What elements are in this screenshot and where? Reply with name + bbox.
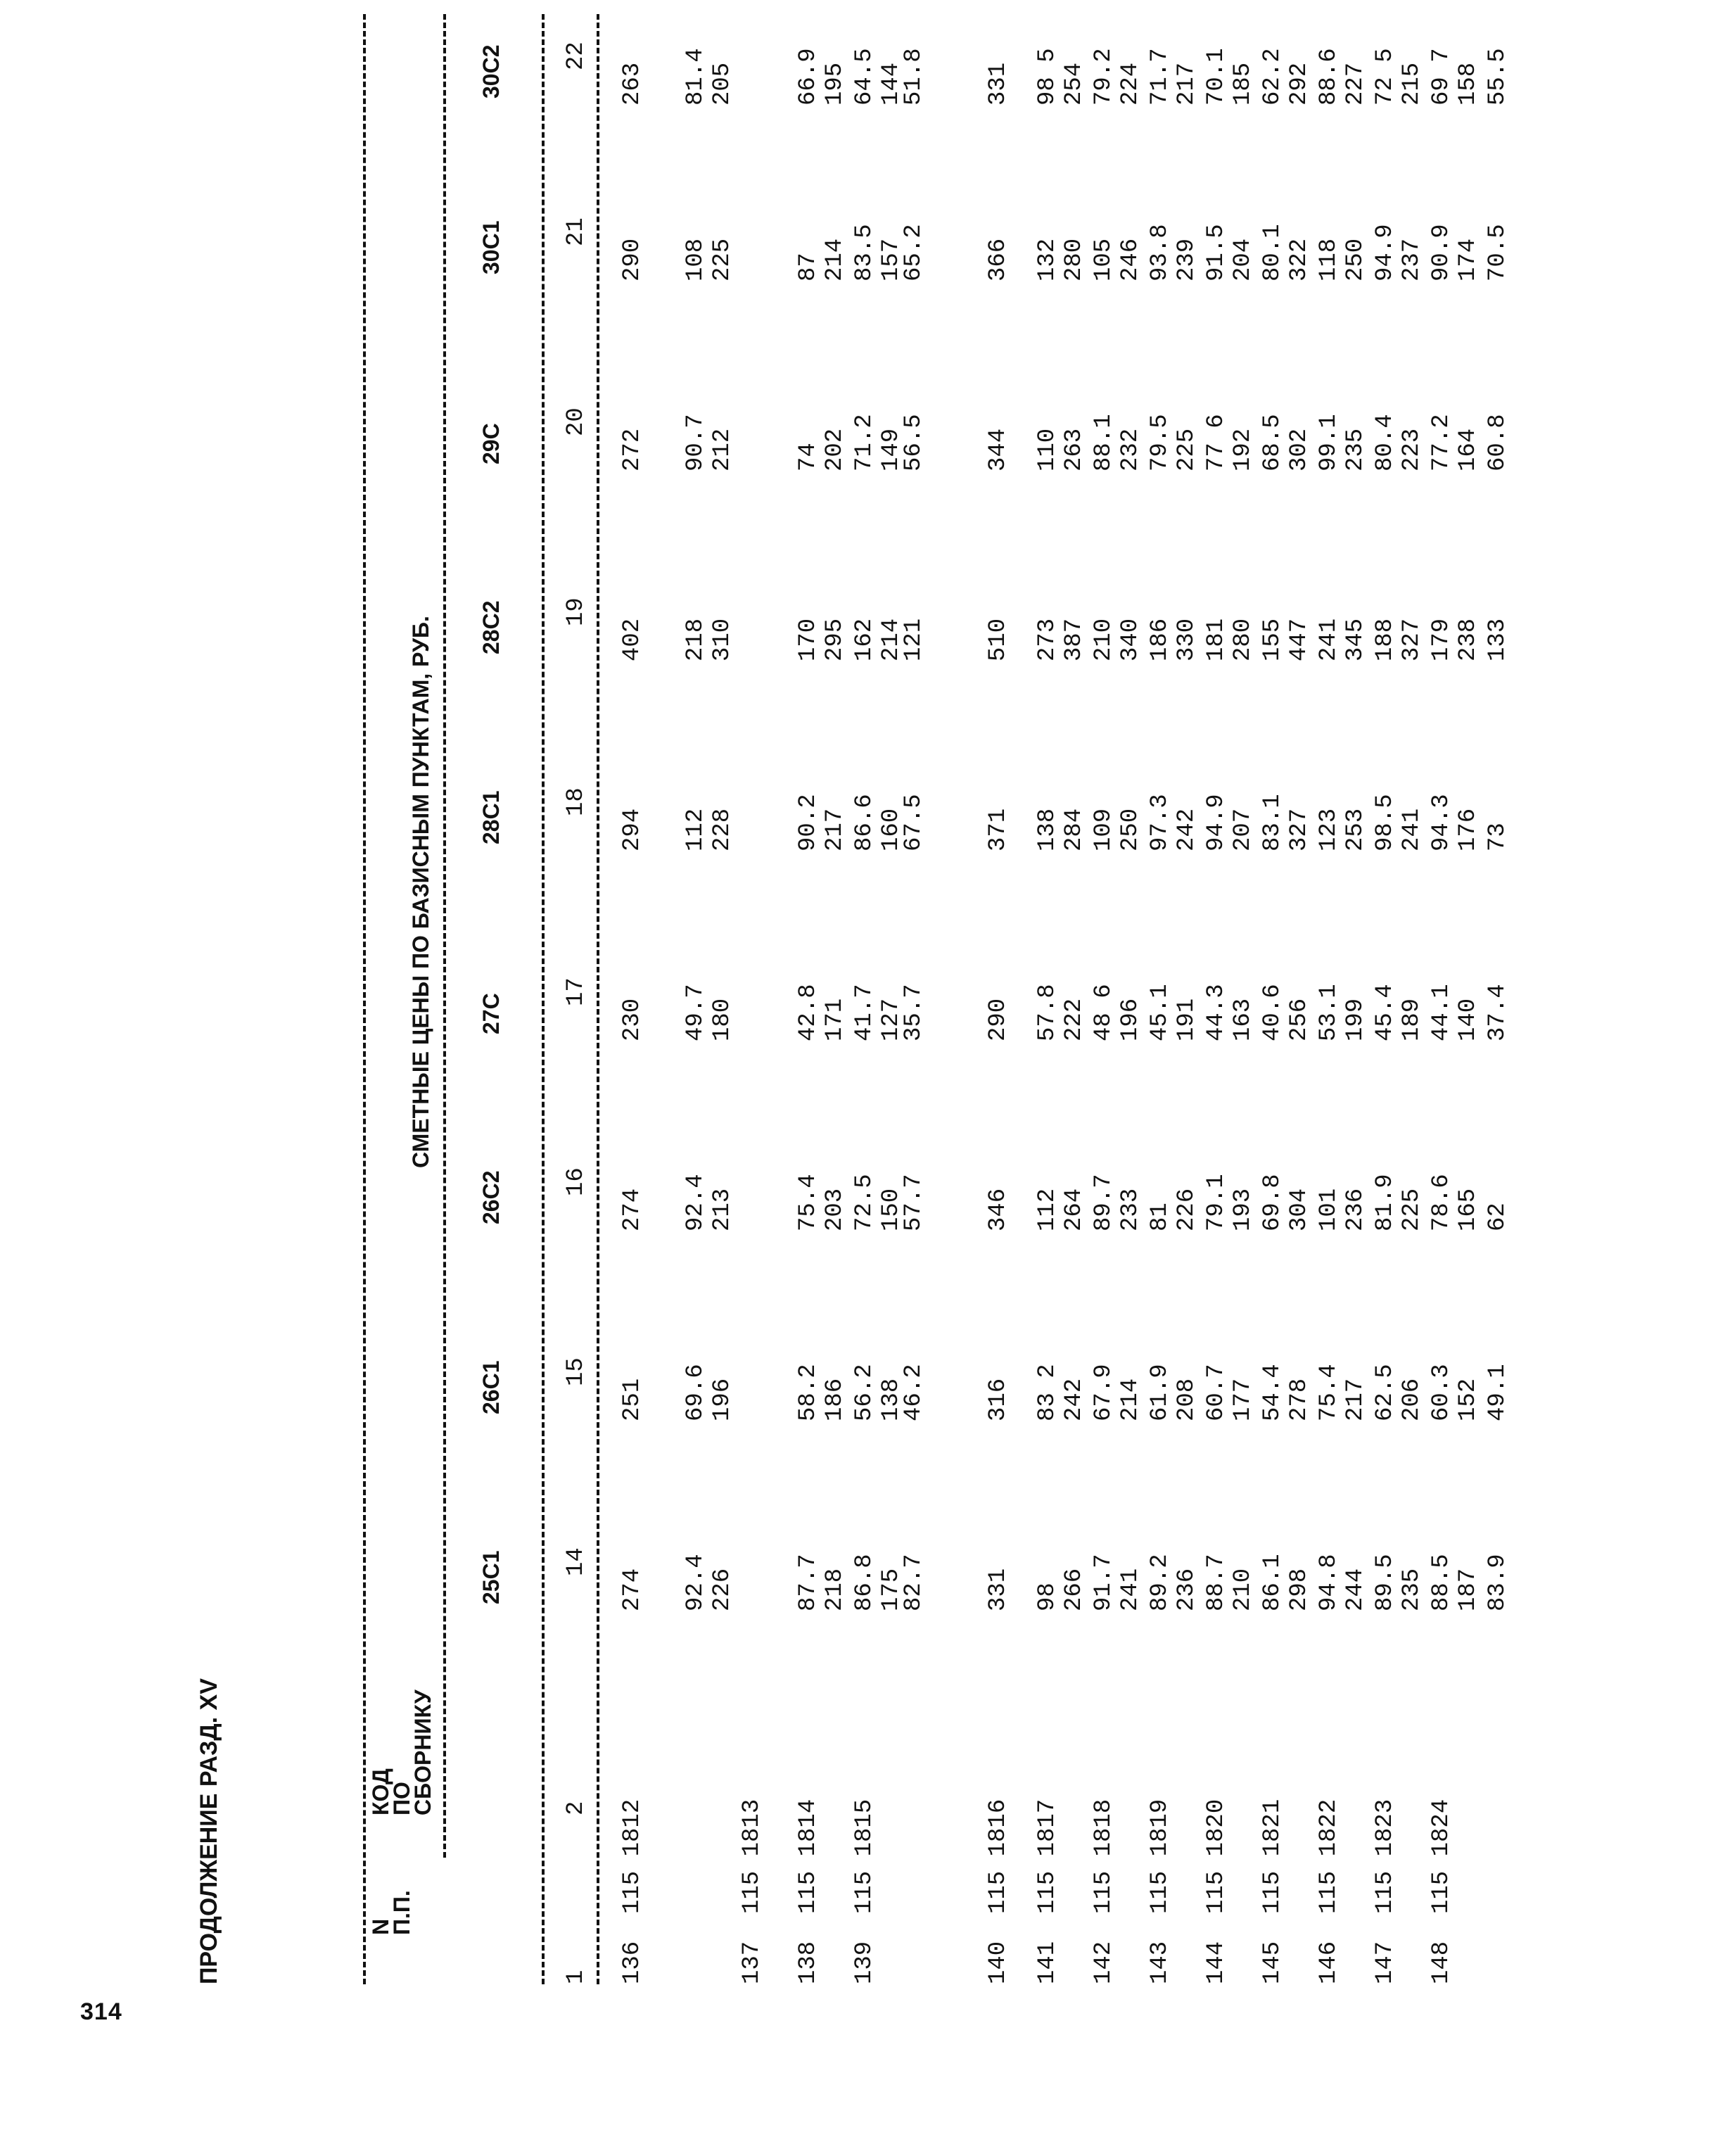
table-cell: 402 (619, 618, 646, 661)
table-cell: 72.5 150 (851, 1174, 905, 1231)
table-cell: 118 250 (1316, 238, 1369, 281)
header-number: 21 (563, 217, 590, 246)
title-rule (443, 14, 446, 1858)
number-rule (597, 14, 599, 1984)
table-cell: 123 253 (1316, 808, 1369, 851)
row-number: 138 (795, 1941, 822, 1984)
table-cell: 78.6 165 (1428, 1174, 1482, 1231)
table-cell: 81 226 (1147, 1188, 1200, 1231)
row-code: 115 1824 (1428, 1799, 1455, 1914)
table-cell: 274 (619, 1188, 646, 1231)
header-code: КОД ПО СБОРНИКУ (368, 1689, 435, 1815)
table-cell: 80.4 223 (1372, 414, 1425, 471)
table-cell: 83.1 327 (1259, 794, 1313, 851)
table-cell: 62.5 206 (1372, 1364, 1425, 1421)
table-cell: 65.2 (901, 224, 927, 281)
row-code: 115 1821 (1259, 1799, 1286, 1914)
table-cell: 68.5 302 (1259, 414, 1313, 471)
header-number: 1 (563, 1970, 590, 1984)
table-cell: 82.7 (901, 1554, 927, 1611)
table-cell: 60.8 (1484, 414, 1511, 471)
table-cell: 92.4 226 (682, 1554, 736, 1611)
row-code: 115 1818 (1090, 1799, 1117, 1914)
header-number: 2 (563, 1801, 590, 1815)
table-cell: 251 (619, 1378, 646, 1421)
table-cell: 49.1 (1484, 1364, 1511, 1421)
table-cell: 40.6 256 (1259, 984, 1313, 1041)
table-cell: 81.9 225 (1372, 1174, 1425, 1231)
table-cell: 94.9 207 (1203, 794, 1257, 851)
table-cell: 83.5 157 (851, 224, 905, 281)
row-number: 143 (1147, 1941, 1173, 1984)
row-number: 142 (1090, 1941, 1117, 1984)
header-number: 16 (563, 1167, 590, 1196)
header-col-29с: 29С (478, 423, 504, 464)
table-cell: 94.8 244 (1316, 1554, 1369, 1611)
table-cell: 41.7 127 (851, 984, 905, 1041)
table-cell: 54.4 278 (1259, 1364, 1313, 1421)
table-cell: 371 (985, 808, 1012, 851)
table-cell: 94.3 176 (1428, 794, 1482, 851)
header-number: 14 (563, 1547, 590, 1576)
table-cell: 186 330 (1147, 618, 1200, 661)
table-cell: 331 (985, 1568, 1012, 1611)
table-cell: 89.2 236 (1147, 1554, 1200, 1611)
row-number: 148 (1428, 1941, 1455, 1984)
table-cell: 274 (619, 1568, 646, 1611)
table-cell: 48 6 196 (1090, 984, 1144, 1041)
table-cell: 79.1 193 (1203, 1174, 1257, 1231)
table-cell: 56.5 (901, 414, 927, 471)
row-code: 115 1817 (1034, 1799, 1061, 1914)
table-cell: 69.8 304 (1259, 1174, 1313, 1231)
table-cell: 331 (985, 62, 1012, 106)
table-cell: 87 214 (795, 238, 848, 281)
row-number: 136 (619, 1941, 646, 1984)
table-cell: 77 6 192 (1203, 414, 1257, 471)
table-cell: 57.7 (901, 1174, 927, 1231)
header-col-27с: 27С (478, 993, 504, 1034)
row-number: 140 (985, 1941, 1012, 1984)
table-cell: 86.6 160 (851, 794, 905, 851)
table-cell: 94.9 237 (1372, 224, 1425, 281)
table-cell: 89.5 235 (1372, 1554, 1425, 1611)
table-cell: 88.1 232 (1090, 414, 1144, 471)
row-code: 115 1814 (795, 1799, 822, 1914)
table-cell: 109 250 (1090, 808, 1144, 851)
header-col-30с2: 30С2 (478, 44, 504, 99)
header-n: N П.П. (368, 1890, 414, 1935)
row-code: 115 1819 (1147, 1799, 1173, 1914)
table-cell: 316 (985, 1378, 1012, 1421)
table-cell: 87.7 218 (795, 1554, 848, 1611)
table-cell: 86.1 298 (1259, 1554, 1313, 1611)
table-cell: 80.1 322 (1259, 224, 1313, 281)
table-cell: 91.5 204 (1203, 224, 1257, 281)
table-cell: 366 (985, 238, 1012, 281)
rotated-table (141, 0, 1618, 1998)
table-cell: 108 225 (682, 238, 736, 281)
table-cell: 70.5 (1484, 224, 1511, 281)
header-col-26с2: 26С2 (478, 1170, 504, 1224)
table-cell: 170 295 (795, 618, 848, 661)
table-cell: 61.9 208 (1147, 1364, 1200, 1421)
table-cell: 62.2 292 (1259, 48, 1313, 106)
row-code: 115 1812 (619, 1799, 646, 1914)
table-cell: 74 202 (795, 428, 848, 471)
table-cell: 510 (985, 618, 1012, 661)
row-code: 115 1822 (1316, 1799, 1342, 1914)
table-cell: 60.7 177 (1203, 1364, 1257, 1421)
table-cell: 132 280 (1034, 238, 1088, 281)
table-cell: 53.1 199 (1316, 984, 1369, 1041)
table-cell: 112 264 (1034, 1188, 1088, 1231)
table-cell: 67.5 (901, 794, 927, 851)
table-cell: 79.5 225 (1147, 414, 1200, 471)
table-cell: 88.7 210 (1203, 1554, 1257, 1611)
table-cell: 56.2 138 (851, 1364, 905, 1421)
table-cell: 294 (619, 808, 646, 851)
table-cell: 44.3 163 (1203, 984, 1257, 1041)
header-number: 22 (563, 42, 590, 70)
table-cell: 71.7 217 (1147, 48, 1200, 106)
header-rule (542, 14, 545, 1984)
table-cell: 46.2 (901, 1364, 927, 1421)
row-code: 115 1813 (739, 1799, 765, 1914)
table-cell: 69.6 196 (682, 1364, 736, 1421)
row-number: 147 (1372, 1941, 1399, 1984)
header-col-28с1: 28С1 (478, 790, 504, 844)
table-cell: 90.2 217 (795, 794, 848, 851)
row-code: 115 1816 (985, 1799, 1012, 1914)
table-cell: 344 (985, 428, 1012, 471)
table-cell: 45.4 189 (1372, 984, 1425, 1041)
header-col-25с1: 25С1 (478, 1550, 504, 1604)
table-cell: 57.8 222 (1034, 984, 1088, 1041)
table-cell: 89.7 233 (1090, 1174, 1144, 1231)
table-cell: 121 (901, 618, 927, 661)
table-cell: 62 (1484, 1203, 1511, 1231)
table-cell: 101 236 (1316, 1188, 1369, 1231)
table-cell: 98 5 254 (1034, 48, 1088, 106)
table-cell: 90.7 212 (682, 414, 736, 471)
table-cell: 83 2 242 (1034, 1364, 1088, 1421)
table-cell: 42.8 171 (795, 984, 848, 1041)
header-col-26с1: 26С1 (478, 1360, 504, 1414)
table-cell: 49.7 180 (682, 984, 736, 1041)
table-cell: 98.5 241 (1372, 794, 1425, 851)
continuation-note: ПРОДОЛЖЕНИЕ РАЗД. XV (196, 1678, 222, 1984)
table-cell: 73 (1484, 823, 1511, 851)
header-number: 15 (563, 1357, 590, 1386)
table-cell: 44.1 140 (1428, 984, 1482, 1041)
table-cell: 60.3 152 (1428, 1364, 1482, 1421)
table-cell: 162 214 (851, 618, 905, 661)
row-number: 139 (851, 1941, 878, 1984)
header-number: 20 (563, 407, 590, 436)
table-cell: 79.2 224 (1090, 48, 1144, 106)
table-cell: 99.1 235 (1316, 414, 1369, 471)
row-number: 137 (739, 1941, 765, 1984)
row-number: 141 (1034, 1941, 1061, 1984)
table-cell: 91.7 241 (1090, 1554, 1144, 1611)
table-cell: 133 (1484, 618, 1511, 661)
header-col-30с1: 30С1 (478, 220, 504, 274)
top-rule (363, 14, 366, 1984)
table-cell: 67.9 214 (1090, 1364, 1144, 1421)
header-number: 18 (563, 787, 590, 816)
header-number: 19 (563, 597, 590, 626)
table-cell: 70.1 185 (1203, 48, 1257, 106)
header-number: 17 (563, 977, 590, 1006)
table-cell: 272 (619, 428, 646, 471)
table-cell: 241 345 (1316, 618, 1369, 661)
table-cell: 88.5 187 (1428, 1554, 1482, 1611)
table-cell: 290 (619, 238, 646, 281)
table-cell: 81.4 205 (682, 48, 736, 106)
table-cell: 72 5 215 (1372, 48, 1425, 106)
table-cell: 45.1 191 (1147, 984, 1200, 1041)
table-title: СМЕТНЫЕ ЦЕНЫ ПО БАЗИСНЫМ ПУНКТАМ, РУБ. (408, 616, 433, 1168)
row-code: 115 1815 (851, 1799, 878, 1914)
table-cell: 210 340 (1090, 618, 1144, 661)
table-cell: 86.8 175 (851, 1554, 905, 1611)
table-cell: 88.6 227 (1316, 48, 1369, 106)
table-cell: 51.8 (901, 48, 927, 106)
row-number: 144 (1203, 1941, 1230, 1984)
table-cell: 55.5 (1484, 48, 1511, 106)
table-cell: 90.9 174 (1428, 224, 1482, 281)
row-number: 145 (1259, 1941, 1286, 1984)
table-cell: 37.4 (1484, 984, 1511, 1041)
page-number: 314 (80, 1998, 122, 2025)
table-cell: 273 387 (1034, 618, 1088, 661)
table-cell: 218 310 (682, 618, 736, 661)
table-cell: 64.5 144 (851, 48, 905, 106)
table-cell: 58.2 186 (795, 1364, 848, 1421)
table-cell: 66.9 195 (795, 48, 848, 106)
table-cell: 92.4 213 (682, 1174, 736, 1231)
table-cell: 75.4 203 (795, 1174, 848, 1231)
table-cell: 290 (985, 998, 1012, 1041)
table-cell: 138 284 (1034, 808, 1088, 851)
table-cell: 75.4 217 (1316, 1364, 1369, 1421)
table-cell: 263 (619, 62, 646, 106)
table-cell: 71.2 149 (851, 414, 905, 471)
table-cell: 155 447 (1259, 618, 1313, 661)
table-cell: 188 327 (1372, 618, 1425, 661)
table-cell: 105 246 (1090, 238, 1144, 281)
table-cell: 181 280 (1203, 618, 1257, 661)
table-cell: 69 7 158 (1428, 48, 1482, 106)
table-cell: 346 (985, 1188, 1012, 1231)
header-col-28с2: 28С2 (478, 600, 504, 654)
table-cell: 230 (619, 998, 646, 1041)
row-number: 146 (1316, 1941, 1342, 1984)
table-cell: 35.7 (901, 984, 927, 1041)
table-cell: 112 228 (682, 808, 736, 851)
table-cell: 110 263 (1034, 428, 1088, 471)
row-code: 115 1820 (1203, 1799, 1230, 1914)
table-cell: 97.3 242 (1147, 794, 1200, 851)
table-cell: 77.2 164 (1428, 414, 1482, 471)
table-cell: 179 238 (1428, 618, 1482, 661)
table-cell: 93.8 239 (1147, 224, 1200, 281)
table-cell: 98 266 (1034, 1568, 1088, 1611)
row-code: 115 1823 (1372, 1799, 1399, 1914)
table-cell: 83.9 (1484, 1554, 1511, 1611)
